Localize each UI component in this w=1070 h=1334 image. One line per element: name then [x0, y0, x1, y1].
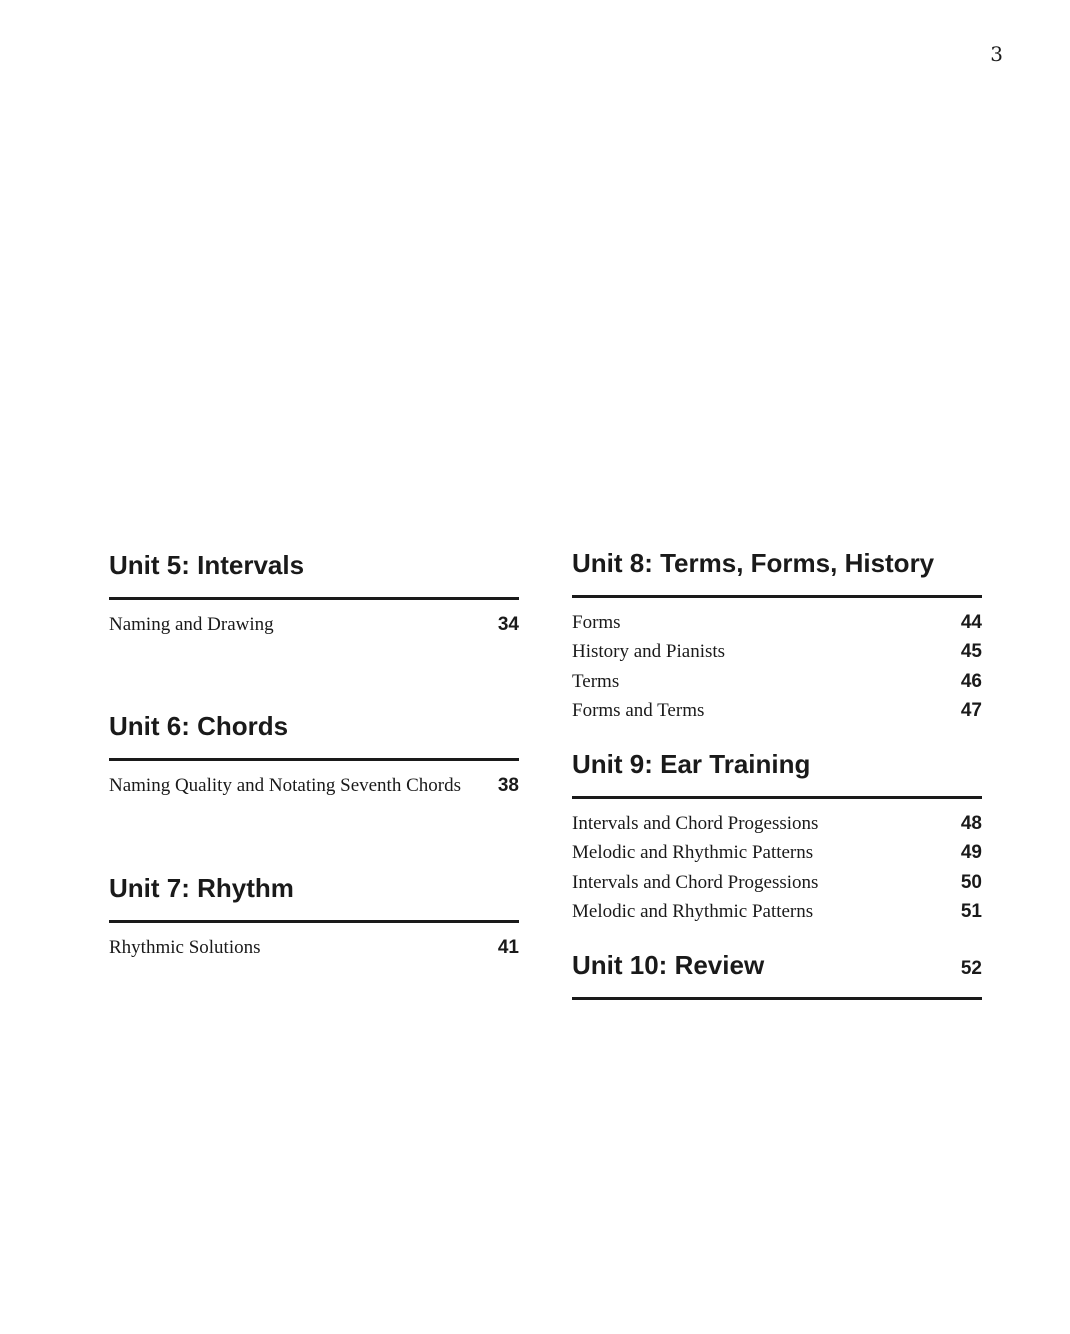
unit-title: Unit 9: Ear Training	[572, 749, 811, 780]
entry-label: Melodic and Rhythmic Patterns	[572, 842, 814, 864]
unit-title: Unit 10: Review	[572, 950, 765, 981]
unit-title: Unit 6: Chords	[109, 711, 289, 742]
entry-page-number: 50	[960, 871, 982, 893]
unit-header	[572, 747, 982, 799]
entry-label: Intervals and Chord Progessions	[572, 813, 819, 835]
spacer	[572, 729, 982, 747]
entry-label: Rhythmic Solutions	[109, 936, 261, 958]
entry-page-number: 41	[497, 936, 519, 958]
unit-6-section	[109, 709, 519, 804]
unit-5-section	[109, 548, 519, 643]
entry-page-number: 49	[960, 842, 982, 864]
toc-entry[interactable]	[572, 671, 982, 700]
entry-page-number: 44	[960, 612, 982, 633]
toc-entry[interactable]	[109, 614, 519, 643]
entry-page-number: 47	[960, 699, 982, 721]
unit-7-section	[109, 871, 519, 966]
toc-entry[interactable]	[572, 901, 982, 930]
entry-list	[109, 937, 519, 966]
entry-label: History and Pianists	[572, 641, 726, 663]
unit-header	[572, 546, 982, 598]
unit-page-number: 52	[960, 958, 982, 980]
toc-right-column	[572, 546, 982, 1014]
entry-page-number: 34	[497, 614, 519, 635]
unit-header	[109, 709, 519, 761]
entry-list	[109, 614, 519, 643]
toc-entry[interactable]	[109, 775, 519, 804]
unit-title: Unit 5: Intervals	[109, 550, 305, 580]
unit-9-section	[572, 747, 982, 930]
entry-page-number: 51	[960, 901, 982, 923]
entry-page-number: 48	[960, 813, 982, 835]
entry-page-number: 46	[960, 670, 982, 692]
toc-entry[interactable]	[572, 700, 982, 729]
spacer	[572, 930, 982, 948]
unit-header	[109, 548, 519, 600]
toc-entry[interactable]	[572, 842, 982, 871]
entry-page-number: 38	[497, 775, 519, 797]
unit-10-section[interactable]	[572, 948, 982, 1000]
entry-label: Forms and Terms	[572, 699, 705, 721]
entry-list	[572, 612, 982, 729]
entry-label: Intervals and Chord Progessions	[572, 871, 819, 893]
unit-title: Unit 8: Terms, Forms, History	[572, 548, 935, 578]
entry-page-number: 45	[960, 641, 982, 663]
unit-header	[572, 948, 982, 1000]
spacer	[109, 805, 519, 871]
entry-label: Forms	[572, 612, 621, 633]
toc-left-column	[109, 548, 519, 966]
toc-entry[interactable]	[572, 612, 982, 641]
unit-title: Unit 7: Rhythm	[109, 872, 294, 903]
entry-label: Terms	[572, 670, 620, 692]
entry-list	[572, 813, 982, 930]
toc-entry[interactable]	[572, 813, 982, 842]
page-number: 3	[990, 42, 1003, 66]
entry-label: Melodic and Rhythmic Patterns	[572, 901, 814, 923]
entry-list	[109, 775, 519, 804]
spacer	[109, 643, 519, 709]
entry-label: Naming and Drawing	[109, 614, 274, 635]
toc-entry[interactable]	[109, 937, 519, 966]
entry-label: Naming Quality and Notating Seventh Chords	[109, 775, 461, 797]
toc-entry[interactable]	[572, 872, 982, 901]
unit-header	[109, 871, 519, 923]
unit-8-section	[572, 546, 982, 729]
toc-entry[interactable]	[572, 641, 982, 670]
